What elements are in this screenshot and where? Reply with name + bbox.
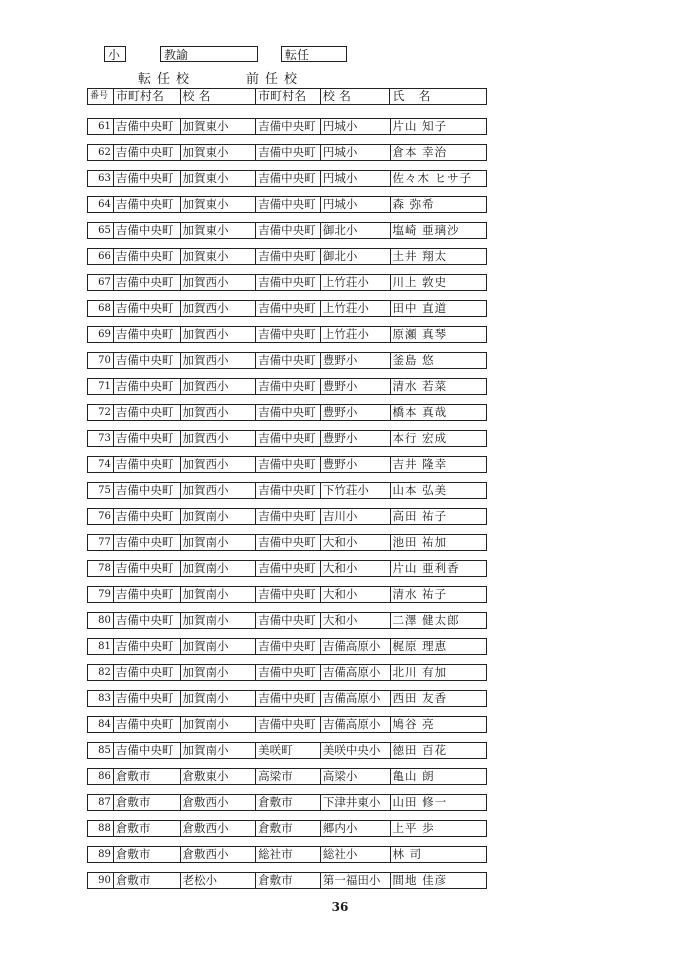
row-new-city: 吉備中央町 (114, 223, 181, 238)
row-prev-city: 吉備中央町 (256, 561, 321, 576)
row-num: 83 (88, 691, 114, 706)
table-row (87, 352, 487, 369)
row-new-school: 加賀南小 (181, 691, 257, 706)
row-new-school: 加賀南小 (181, 535, 257, 550)
table-row (87, 846, 487, 863)
row-prev-city: 吉備中央町 (256, 301, 321, 316)
row-prev-city: 吉備中央町 (256, 379, 321, 394)
row-prev-city: 吉備中央町 (256, 509, 321, 524)
table-row (87, 560, 487, 577)
row-new-school: 加賀南小 (181, 665, 257, 680)
row-new-school: 加賀西小 (181, 301, 257, 316)
row-num: 61 (88, 119, 114, 134)
row-new-city: 吉備中央町 (114, 301, 181, 316)
row-new-school: 加賀東小 (181, 145, 257, 160)
row-prev-school: 御北小 (321, 223, 391, 238)
row-new-school: 加賀東小 (181, 249, 257, 264)
col-name: 氏名 (392, 89, 445, 103)
row-prev-city: 倉敷市 (256, 873, 321, 888)
row-new-city: 吉備中央町 (114, 561, 181, 576)
row-prev-school: 大和小 (321, 587, 391, 602)
row-new-city: 吉備中央町 (114, 405, 181, 420)
row-new-city: 吉備中央町 (114, 145, 181, 160)
row-prev-school: 円城小 (321, 119, 391, 134)
prev-school-heading: 前任校 (246, 72, 304, 87)
table-row (87, 404, 487, 421)
col-new-city: 市町村名 (114, 89, 181, 104)
row-prev-school: 豊野小 (321, 405, 391, 420)
row-prev-city: 吉備中央町 (256, 353, 321, 368)
table-row (87, 196, 487, 213)
row-new-city: 吉備中央町 (114, 483, 181, 498)
row-name: 徳田 百花 (392, 743, 448, 757)
col-num: 番号 (88, 89, 114, 104)
page-number: 36 (331, 900, 349, 914)
row-num: 69 (88, 327, 114, 342)
table-row (87, 508, 487, 525)
row-name: 片山 亜利香 (392, 561, 460, 575)
row-prev-school: 吉備高原小 (321, 691, 391, 706)
row-prev-school: 大和小 (321, 613, 391, 628)
row-prev-city: 倉敷市 (256, 821, 321, 836)
row-name: 吉井 隆幸 (392, 457, 448, 471)
row-prev-school: 美咲中央小 (321, 743, 391, 758)
row-num: 62 (88, 145, 114, 160)
row-prev-school: 下竹荘小 (321, 483, 391, 498)
row-new-city: 吉備中央町 (114, 119, 181, 134)
row-num: 70 (88, 353, 114, 368)
row-new-city: 吉備中央町 (114, 717, 181, 732)
row-prev-school: 円城小 (321, 171, 391, 186)
table-row (87, 326, 487, 343)
row-num: 84 (88, 717, 114, 732)
row-new-school: 加賀南小 (181, 743, 257, 758)
row-prev-city: 吉備中央町 (256, 457, 321, 472)
row-new-school: 加賀東小 (181, 171, 257, 186)
row-new-city: 吉備中央町 (114, 587, 181, 602)
row-name: 倉本 幸治 (392, 145, 448, 159)
row-new-school: 加賀東小 (181, 223, 257, 238)
row-name: 亀山 朗 (392, 769, 435, 783)
row-name: 池田 祐加 (392, 535, 448, 549)
row-name: 山本 弘美 (392, 483, 448, 497)
table-row (87, 534, 487, 551)
row-new-city: 吉備中央町 (114, 743, 181, 758)
row-num: 63 (88, 171, 114, 186)
row-new-school: 加賀南小 (181, 509, 257, 524)
row-num: 88 (88, 821, 114, 836)
row-num: 89 (88, 847, 114, 862)
row-prev-city: 倉敷市 (256, 795, 321, 810)
row-prev-school: 円城小 (321, 145, 391, 160)
row-num: 81 (88, 639, 114, 654)
row-new-city: 吉備中央町 (114, 691, 181, 706)
row-prev-school: 上竹荘小 (321, 327, 391, 342)
row-new-school: 加賀西小 (181, 379, 257, 394)
table-row (87, 118, 487, 135)
table-row (87, 872, 487, 889)
row-name: 上平 歩 (392, 821, 435, 835)
row-name: 林 司 (392, 847, 423, 861)
row-prev-school: 下津井東小 (321, 795, 391, 810)
row-new-city: 吉備中央町 (114, 197, 181, 212)
row-prev-city: 吉備中央町 (256, 171, 321, 186)
table-row (87, 664, 487, 681)
row-prev-city: 吉備中央町 (256, 717, 321, 732)
table-row (87, 430, 487, 447)
row-num: 68 (88, 301, 114, 316)
row-prev-city: 吉備中央町 (256, 223, 321, 238)
table-row (87, 456, 487, 473)
row-new-city: 吉備中央町 (114, 457, 181, 472)
row-prev-school: 上竹荘小 (321, 275, 391, 290)
row-num: 77 (88, 535, 114, 550)
table-row (87, 742, 487, 759)
table-row (87, 794, 487, 811)
row-num: 90 (88, 873, 114, 888)
row-prev-school: 円城小 (321, 197, 391, 212)
row-prev-city: 総社市 (256, 847, 321, 862)
row-prev-school: 大和小 (321, 561, 391, 576)
row-prev-city: 吉備中央町 (256, 431, 321, 446)
table-header (87, 88, 487, 105)
row-prev-school: 豊野小 (321, 379, 391, 394)
row-num: 82 (88, 665, 114, 680)
row-name: 山田 修一 (392, 795, 448, 809)
row-name: 橋本 真哉 (392, 405, 448, 419)
table-row (87, 274, 487, 291)
row-prev-city: 吉備中央町 (256, 691, 321, 706)
row-prev-city: 吉備中央町 (256, 119, 321, 134)
table-row (87, 768, 487, 785)
row-new-school: 加賀西小 (181, 457, 257, 472)
row-prev-school: 吉川小 (321, 509, 391, 524)
row-prev-city: 吉備中央町 (256, 249, 321, 264)
row-new-city: 倉敷市 (114, 821, 181, 836)
row-name: 清水 若菜 (392, 379, 448, 393)
row-name: 二澤 健太郎 (392, 613, 460, 627)
row-prev-school: 上竹荘小 (321, 301, 391, 316)
row-name: 清水 祐子 (392, 587, 448, 601)
position-label: 教諭 (160, 46, 258, 62)
row-prev-school: 大和小 (321, 535, 391, 550)
table-row (87, 716, 487, 733)
row-new-school: 加賀南小 (181, 639, 257, 654)
row-new-school: 加賀西小 (181, 405, 257, 420)
table-row (87, 482, 487, 499)
row-prev-school: 豊野小 (321, 431, 391, 446)
row-name: 土井 翔太 (392, 249, 448, 263)
row-new-school: 倉敷西小 (181, 795, 257, 810)
row-prev-city: 吉備中央町 (256, 665, 321, 680)
col-new-school: 校名 (181, 89, 257, 104)
row-prev-city: 高梁市 (256, 769, 321, 784)
table-row (87, 144, 487, 161)
row-num: 80 (88, 613, 114, 628)
row-name: 西田 友香 (392, 691, 448, 705)
table-row (87, 690, 487, 707)
row-new-city: 倉敷市 (114, 847, 181, 862)
row-new-city: 倉敷市 (114, 769, 181, 784)
row-prev-school: 豊野小 (321, 353, 391, 368)
table-row (87, 586, 487, 603)
row-num: 78 (88, 561, 114, 576)
row-new-school: 倉敷西小 (181, 821, 257, 836)
row-prev-city: 吉備中央町 (256, 197, 321, 212)
col-prev-city: 市町村名 (256, 89, 321, 104)
row-name: 梶原 理恵 (392, 639, 448, 653)
row-prev-school: 第一福田小 (321, 873, 391, 888)
row-name: 森 弥希 (392, 197, 435, 211)
row-new-school: 加賀西小 (181, 483, 257, 498)
row-new-school: 加賀東小 (181, 197, 257, 212)
col-prev-school: 校名 (321, 89, 391, 104)
row-name: 間地 佳彦 (392, 873, 448, 887)
row-new-school: 倉敷西小 (181, 847, 257, 862)
row-name: 本行 宏成 (392, 431, 448, 445)
row-prev-school: 郷内小 (321, 821, 391, 836)
row-prev-city: 吉備中央町 (256, 613, 321, 628)
row-prev-school: 吉備高原小 (321, 665, 391, 680)
row-new-city: 吉備中央町 (114, 431, 181, 446)
row-new-school: 加賀東小 (181, 119, 257, 134)
row-name: 高田 祐子 (392, 509, 448, 523)
row-name: 片山 知子 (392, 119, 448, 133)
row-prev-city: 吉備中央町 (256, 639, 321, 654)
table-row (87, 222, 487, 239)
row-new-school: 加賀南小 (181, 613, 257, 628)
row-new-school: 加賀西小 (181, 353, 257, 368)
row-prev-city: 吉備中央町 (256, 275, 321, 290)
row-new-school: 加賀西小 (181, 431, 257, 446)
row-new-city: 吉備中央町 (114, 379, 181, 394)
row-num: 87 (88, 795, 114, 810)
row-num: 74 (88, 457, 114, 472)
row-num: 85 (88, 743, 114, 758)
row-num: 66 (88, 249, 114, 264)
row-name: 原瀬 真琴 (392, 327, 448, 341)
row-prev-city: 吉備中央町 (256, 327, 321, 342)
table-row (87, 300, 487, 317)
row-prev-city: 美咲町 (256, 743, 321, 758)
row-name: 田中 直道 (392, 301, 448, 315)
table-row (87, 378, 487, 395)
row-num: 64 (88, 197, 114, 212)
row-prev-school: 豊野小 (321, 457, 391, 472)
row-new-school: 老松小 (181, 873, 257, 888)
row-new-city: 倉敷市 (114, 873, 181, 888)
row-new-city: 吉備中央町 (114, 665, 181, 680)
row-new-city: 吉備中央町 (114, 249, 181, 264)
row-prev-school: 総社小 (321, 847, 391, 862)
category-label: 小 (104, 46, 126, 62)
row-name: 川上 敦史 (392, 275, 448, 289)
row-name: 北川 有加 (392, 665, 448, 679)
row-num: 79 (88, 587, 114, 602)
row-new-school: 加賀南小 (181, 587, 257, 602)
table-body (87, 118, 487, 898)
row-prev-school: 吉備高原小 (321, 639, 391, 654)
type-label: 転任 (281, 46, 347, 62)
row-new-school: 加賀西小 (181, 275, 257, 290)
row-new-city: 吉備中央町 (114, 535, 181, 550)
row-prev-city: 吉備中央町 (256, 405, 321, 420)
row-name: 佐々木 ヒサ子 (392, 171, 473, 185)
row-num: 67 (88, 275, 114, 290)
row-new-city: 吉備中央町 (114, 639, 181, 654)
row-new-city: 吉備中央町 (114, 327, 181, 342)
row-num: 72 (88, 405, 114, 420)
row-name: 塩崎 亜璃沙 (392, 223, 460, 237)
row-prev-city: 吉備中央町 (256, 145, 321, 160)
row-prev-school: 御北小 (321, 249, 391, 264)
row-new-city: 吉備中央町 (114, 171, 181, 186)
row-new-city: 吉備中央町 (114, 275, 181, 290)
table-row (87, 248, 487, 265)
row-new-school: 加賀南小 (181, 717, 257, 732)
table-row (87, 820, 487, 837)
row-num: 86 (88, 769, 114, 784)
table-row (87, 170, 487, 187)
row-new-school: 加賀南小 (181, 561, 257, 576)
row-prev-school: 吉備高原小 (321, 717, 391, 732)
table-row (87, 612, 487, 629)
new-school-heading: 転任校 (138, 72, 196, 87)
row-new-city: 吉備中央町 (114, 353, 181, 368)
row-num: 73 (88, 431, 114, 446)
row-name: 鳩谷 亮 (392, 717, 435, 731)
row-new-city: 吉備中央町 (114, 509, 181, 524)
row-prev-city: 吉備中央町 (256, 587, 321, 602)
table-row (87, 638, 487, 655)
row-num: 71 (88, 379, 114, 394)
row-new-school: 倉敷東小 (181, 769, 257, 784)
row-num: 65 (88, 223, 114, 238)
row-new-school: 加賀西小 (181, 327, 257, 342)
row-name: 釜島 悠 (392, 353, 435, 367)
row-new-city: 倉敷市 (114, 795, 181, 810)
row-prev-city: 吉備中央町 (256, 483, 321, 498)
row-new-city: 吉備中央町 (114, 613, 181, 628)
row-num: 75 (88, 483, 114, 498)
row-prev-city: 吉備中央町 (256, 535, 321, 550)
row-prev-school: 高梁小 (321, 769, 391, 784)
row-num: 76 (88, 509, 114, 524)
